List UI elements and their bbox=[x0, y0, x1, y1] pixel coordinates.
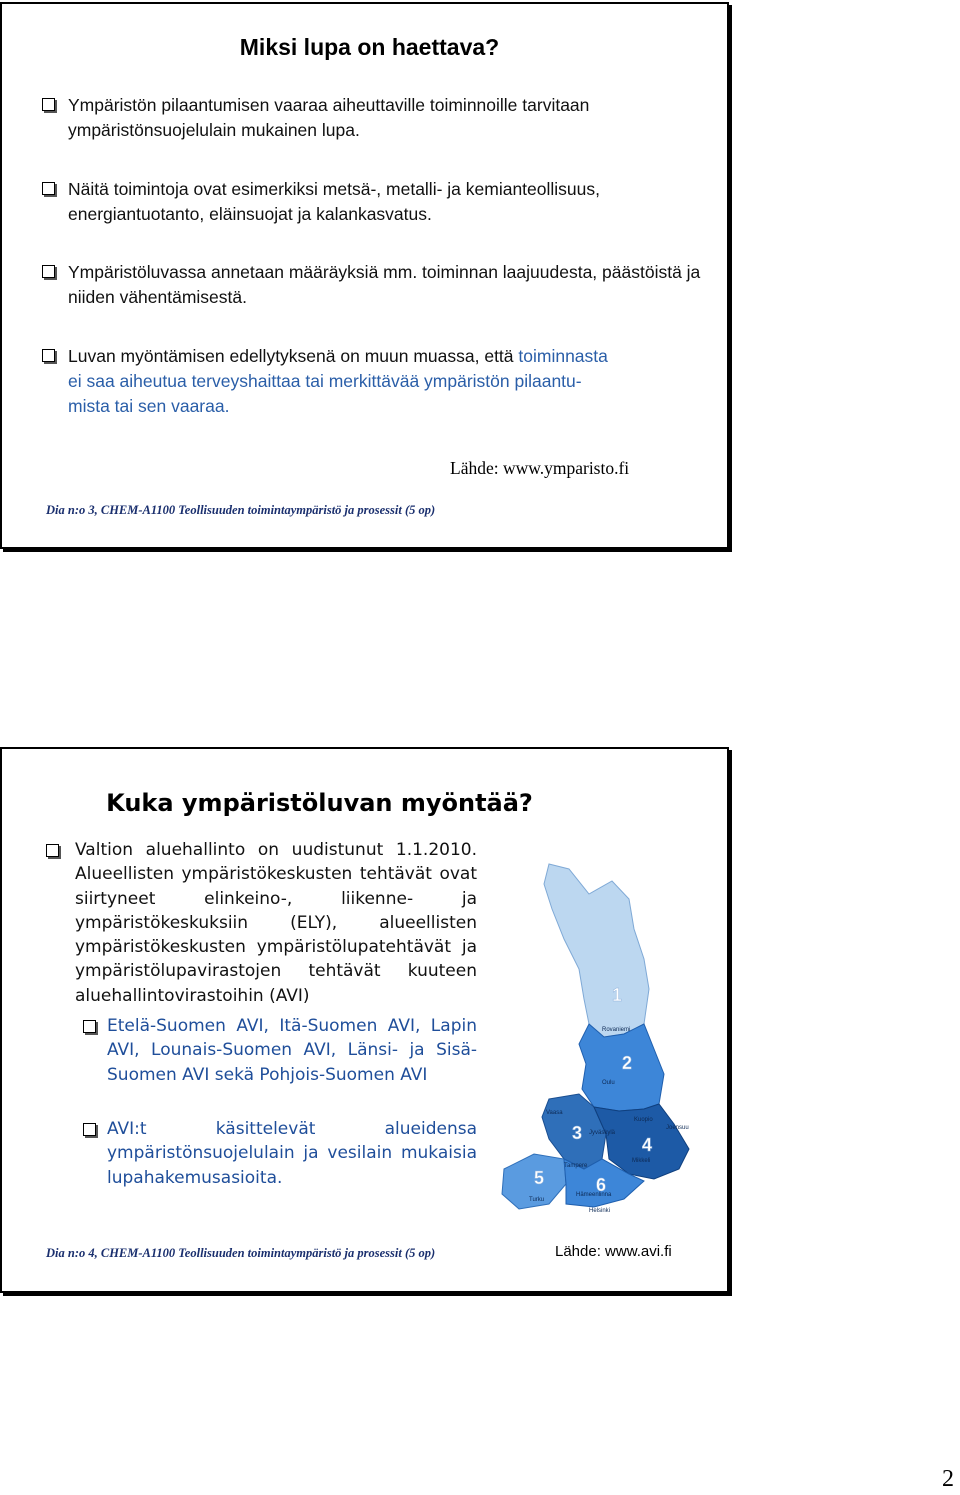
region-number: 3 bbox=[572, 1123, 583, 1143]
region-number: 4 bbox=[642, 1135, 653, 1155]
region-number: 1 bbox=[612, 985, 623, 1005]
city-label: Helsinki bbox=[589, 1208, 611, 1214]
slide-4 bbox=[0, 747, 729, 1293]
checkbox-bullet-icon bbox=[42, 182, 55, 195]
city-label: Turku bbox=[529, 1197, 545, 1203]
bullet-item: Ympäristön pilaantumisen vaaraa aiheuttaville toiminnoille tarvitaan ympäristönsuojelulain mukainen lupa. bbox=[68, 93, 708, 143]
sub-bullet-item: Etelä-Suomen AVI, Itä-Suomen AVI, Lapin AVI, Lounais-Suomen AVI, Länsi- ja Sisä-Suomen AVI sekä Pohjois-Suomen AVI bbox=[107, 1014, 477, 1087]
checkbox-bullet-icon bbox=[42, 349, 55, 362]
region-number: 6 bbox=[596, 1175, 607, 1195]
city-label: Jyväskylä bbox=[589, 1130, 616, 1136]
slide-footer: Dia n:o 3, CHEM-A1100 Teollisuuden toimintaympäristö ja prosessit (5 op) bbox=[46, 503, 436, 517]
city-label: Rovaniemi bbox=[602, 1027, 631, 1033]
page-number: 2 bbox=[942, 1466, 954, 1492]
city-label: Hämeenlinna bbox=[576, 1192, 612, 1198]
bullet-item: Luvan myöntämisen edellytyksenä on muun muassa, että toiminnasta ei saa aiheutua terveyshaittaa tai merkittävää ympäristön pilaantu- mista tai sen vaaraa. bbox=[68, 344, 708, 419]
checkbox-bullet-icon bbox=[42, 98, 55, 111]
highlighted-text: mista tai sen vaaraa. bbox=[68, 396, 230, 416]
checkbox-bullet-icon bbox=[83, 1123, 96, 1136]
city-label: Kuopio bbox=[634, 1117, 653, 1123]
slide-footer: Dia n:o 4, CHEM-A1100 Teollisuuden toimintaympäristö ja prosessit (5 op) bbox=[46, 1246, 436, 1260]
region-number: 5 bbox=[534, 1168, 545, 1188]
bullet-item: Valtion aluehallinto on uudistunut 1.1.2010. Alueellisten ympäristökeskusten tehtävät ovat siirtyneet elinkeino-, liikenne- ja ympäristökeskuksiin (ELY), alueellisten ympäristökeskusten ympäristölupatehtävät ja ympäristölupavirastojen tehtävät kuuteen aluehallintovirastoihin (AVI) bbox=[75, 838, 477, 1008]
city-label: Tampere bbox=[564, 1163, 588, 1169]
finland-avi-map bbox=[494, 859, 699, 1214]
source-citation: Lähde: www.ymparisto.fi bbox=[450, 458, 630, 478]
highlighted-text: ei saa aiheutua terveyshaittaa tai merkittävää ympäristön pilaantu- bbox=[68, 371, 582, 391]
checkbox-bullet-icon bbox=[46, 844, 59, 857]
checkbox-bullet-icon bbox=[83, 1020, 96, 1033]
map-region-lapland bbox=[544, 864, 649, 1037]
city-label: Vaasa bbox=[546, 1110, 563, 1116]
source-citation: Lähde: www.avi.fi bbox=[555, 1243, 672, 1260]
slide-3 bbox=[0, 2, 729, 549]
city-label: Joensuu bbox=[666, 1125, 689, 1131]
checkbox-bullet-icon bbox=[42, 265, 55, 278]
slide-title: Kuka ympäristöluvan myöntää? bbox=[106, 789, 533, 817]
bullet-item: Ympäristöluvassa annetaan määräyksiä mm. toiminnan laajuudesta, päästöistä ja niiden vähentämisestä. bbox=[68, 260, 708, 310]
slide-title: Miksi lupa on haettava? bbox=[239, 34, 500, 60]
city-label: Mikkeli bbox=[632, 1158, 651, 1164]
city-label: Oulu bbox=[602, 1080, 615, 1086]
sub-bullet-item: AVI:t käsittelevät alueidensa ympäristönsuojelulain ja vesilain mukaisia lupahakemusasioita. bbox=[107, 1117, 477, 1190]
highlighted-text: toiminnasta bbox=[518, 346, 608, 366]
region-number: 2 bbox=[622, 1053, 633, 1073]
bullet-item: Näitä toimintoja ovat esimerkiksi metsä-, metalli- ja kemianteollisuus, energiantuotanto, eläinsuojat ja kalankasvatus. bbox=[68, 177, 708, 227]
